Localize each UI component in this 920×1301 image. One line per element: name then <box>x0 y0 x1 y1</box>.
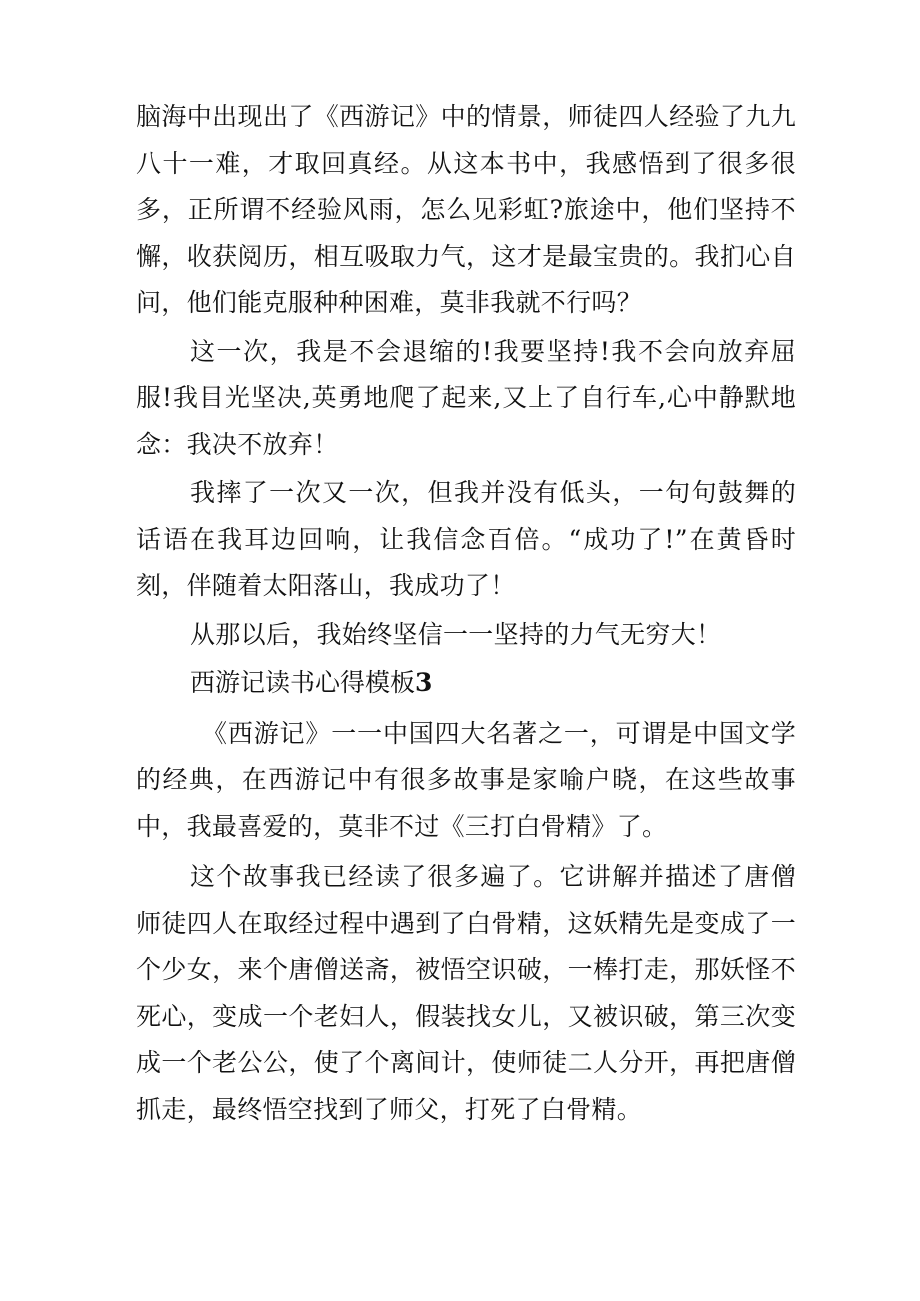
section-heading <box>136 660 796 707</box>
paragraph: 我摔了一次又一次，但我并没有低头，一句句鼓舞的话语在我耳边回响，让我信念百倍。“成功了!”在黄昏时刻，伴随着太阳落山，我成功了！ <box>136 478 796 600</box>
paragraph: 这个故事我已经读了很多遍了。它讲解并描述了唐僧师徒四人在取经过程中遇到了白骨精，这妖精先是变成了一个少女，来个唐僧送斋，被悟空识破，一棒打走，那妖怪不死心，变成一个老妇人，假装找女儿，又被识破，第三次变成一个老公公，使了个离间计，使师徒二人分开，再把唐僧抓走，最终悟空找到了师父，打死了白骨精。 <box>136 862 796 1124</box>
section-heading-text: 西游记读书心得模板 <box>190 668 416 697</box>
paragraph: 从那以后，我始终坚信一一坚持的力气无穷大！ <box>190 619 722 649</box>
paragraph: 脑海中出现出了《西游记》中的情景，师徒四人经验了九九八十一难，才取回真经。从这本书中，我感悟到了很多很多，正所谓不经验风雨，怎么见彩虹?旅途中，他们坚持不懈，收获阅历，相互吸取力气，这才是最宝贵的。我扪心自问，他们能克服种种困难，莫非我就不行吗？ <box>136 102 796 317</box>
paragraph: 这一次，我是不会退缩的!我要坚持!我不会向放弃屈服!我目光坚决,英勇地爬了起来,又上了自行车,心中静默地念：我决不放弃！ <box>136 336 796 459</box>
section-heading-number: 3 <box>415 668 433 697</box>
paragraph: 《西游记》一一中国四大名著之一，可谓是中国文学的经典，在西游记中有很多故事是家喻户晓，在这些故事中，我最喜爱的，莫非不过《三打白骨精》了。 <box>136 718 796 841</box>
document-page <box>136 94 796 1133</box>
